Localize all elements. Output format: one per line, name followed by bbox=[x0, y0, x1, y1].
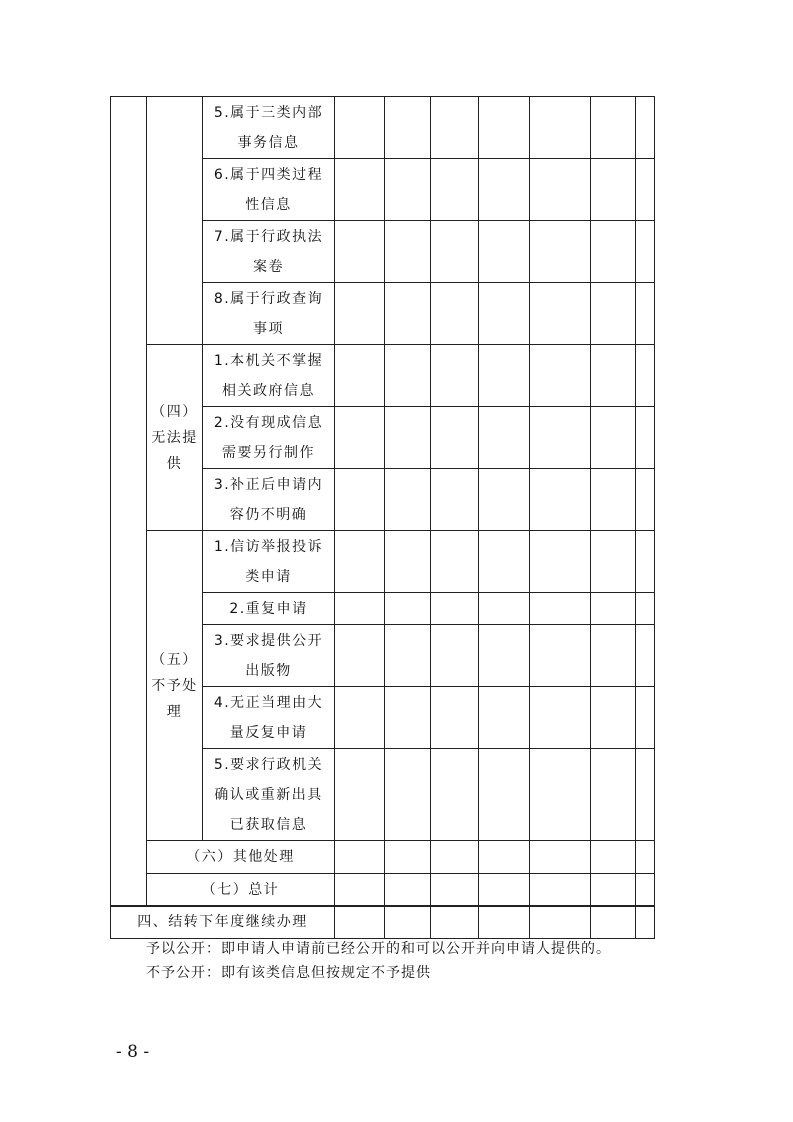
count-cell bbox=[335, 841, 385, 874]
count-cell bbox=[385, 531, 431, 593]
count-cell bbox=[591, 749, 636, 841]
count-cell bbox=[385, 159, 431, 221]
count-cell bbox=[431, 159, 479, 221]
count-cell bbox=[335, 469, 385, 531]
row-label: 4.无正当理由大量反复申请 bbox=[203, 687, 335, 749]
count-cell bbox=[479, 469, 530, 531]
count-cell bbox=[636, 625, 655, 687]
count-cell bbox=[431, 531, 479, 593]
count-cell bbox=[479, 874, 530, 907]
count-cell bbox=[431, 469, 479, 531]
count-cell bbox=[636, 407, 655, 469]
count-cell bbox=[636, 874, 655, 907]
count-cell bbox=[636, 97, 655, 159]
count-cell bbox=[530, 345, 591, 407]
page-number: - 8 - bbox=[116, 1042, 150, 1062]
count-cell bbox=[636, 469, 655, 531]
count-cell bbox=[591, 469, 636, 531]
table-row bbox=[111, 841, 655, 874]
count-cell bbox=[479, 593, 530, 625]
count-cell bbox=[385, 874, 431, 907]
other-processing-label: （六）其他处理 bbox=[147, 841, 335, 874]
count-cell bbox=[385, 749, 431, 841]
count-cell bbox=[335, 345, 385, 407]
count-cell bbox=[385, 407, 431, 469]
count-cell bbox=[431, 749, 479, 841]
count-cell bbox=[431, 687, 479, 749]
count-cell bbox=[385, 593, 431, 625]
count-cell bbox=[335, 531, 385, 593]
footnotes bbox=[146, 937, 611, 985]
count-cell bbox=[431, 407, 479, 469]
row-label: 5.要求行政机关确认或重新出具已获取信息 bbox=[203, 749, 335, 841]
count-cell bbox=[636, 749, 655, 841]
count-cell bbox=[636, 345, 655, 407]
count-cell bbox=[385, 345, 431, 407]
count-cell bbox=[431, 841, 479, 874]
count-cell bbox=[385, 97, 431, 159]
count-cell bbox=[335, 906, 385, 939]
row-label: 8.属于行政查询事项 bbox=[203, 283, 335, 345]
count-cell bbox=[479, 221, 530, 283]
outer-merged-cell bbox=[111, 97, 147, 907]
count-cell bbox=[530, 874, 591, 907]
count-cell bbox=[636, 221, 655, 283]
count-cell bbox=[479, 625, 530, 687]
count-cell bbox=[591, 283, 636, 345]
footnote-disclosed: 予以公开：即申请人申请前已经公开的和可以公开并向申请人提供的。 bbox=[146, 941, 611, 957]
count-cell bbox=[479, 345, 530, 407]
row-label: 7.属于行政执法案卷 bbox=[203, 221, 335, 283]
count-cell bbox=[335, 159, 385, 221]
row-label: 1.本机关不掌握相关政府信息 bbox=[203, 345, 335, 407]
count-cell bbox=[530, 97, 591, 159]
count-cell bbox=[591, 625, 636, 687]
count-cell bbox=[636, 283, 655, 345]
count-cell bbox=[335, 687, 385, 749]
count-cell bbox=[385, 469, 431, 531]
count-cell bbox=[530, 593, 591, 625]
count-cell bbox=[530, 906, 591, 939]
group-title-no-provision: （四）无法提供 bbox=[147, 345, 203, 531]
row-label: 3.要求提供公开出版物 bbox=[203, 625, 335, 687]
row-label: 1.信访举报投诉类申请 bbox=[203, 531, 335, 593]
count-cell bbox=[591, 687, 636, 749]
count-cell bbox=[335, 97, 385, 159]
count-cell bbox=[530, 749, 591, 841]
table-row bbox=[111, 906, 655, 939]
count-cell bbox=[530, 625, 591, 687]
count-cell bbox=[591, 906, 636, 939]
count-cell bbox=[385, 283, 431, 345]
count-cell bbox=[636, 687, 655, 749]
count-cell bbox=[431, 906, 479, 939]
count-cell bbox=[335, 593, 385, 625]
count-cell bbox=[530, 687, 591, 749]
count-cell bbox=[385, 221, 431, 283]
count-cell bbox=[530, 469, 591, 531]
count-cell bbox=[335, 874, 385, 907]
count-cell bbox=[335, 749, 385, 841]
count-cell bbox=[479, 159, 530, 221]
count-cell bbox=[479, 531, 530, 593]
carryover-table bbox=[110, 905, 655, 939]
count-cell bbox=[335, 407, 385, 469]
table-row bbox=[111, 874, 655, 907]
count-cell bbox=[591, 531, 636, 593]
row-label: 2.重复申请 bbox=[203, 593, 335, 625]
statistics-table bbox=[110, 96, 655, 907]
count-cell bbox=[335, 221, 385, 283]
count-cell bbox=[479, 906, 530, 939]
count-cell bbox=[636, 531, 655, 593]
table-row bbox=[111, 531, 655, 593]
count-cell bbox=[591, 97, 636, 159]
count-cell bbox=[636, 906, 655, 939]
total-label: （七）总计 bbox=[147, 874, 335, 907]
count-cell bbox=[591, 159, 636, 221]
count-cell bbox=[431, 593, 479, 625]
group-title-not-processed: （五）不予处理 bbox=[147, 531, 203, 841]
count-cell bbox=[431, 97, 479, 159]
count-cell bbox=[530, 159, 591, 221]
count-cell bbox=[335, 283, 385, 345]
count-cell bbox=[479, 97, 530, 159]
count-cell bbox=[431, 874, 479, 907]
count-cell bbox=[385, 841, 431, 874]
count-cell bbox=[591, 874, 636, 907]
count-cell bbox=[385, 687, 431, 749]
count-cell bbox=[479, 841, 530, 874]
count-cell bbox=[530, 283, 591, 345]
count-cell bbox=[479, 407, 530, 469]
count-cell bbox=[591, 407, 636, 469]
count-cell bbox=[591, 593, 636, 625]
count-cell bbox=[591, 841, 636, 874]
group-cell-continued bbox=[147, 97, 203, 345]
table-row bbox=[111, 97, 655, 159]
count-cell bbox=[479, 687, 530, 749]
count-cell bbox=[636, 159, 655, 221]
row-label: 2.没有现成信息需要另行制作 bbox=[203, 407, 335, 469]
count-cell bbox=[431, 221, 479, 283]
count-cell bbox=[335, 625, 385, 687]
count-cell bbox=[530, 531, 591, 593]
count-cell bbox=[479, 749, 530, 841]
count-cell bbox=[530, 221, 591, 283]
count-cell bbox=[479, 283, 530, 345]
row-label: 6.属于四类过程性信息 bbox=[203, 159, 335, 221]
count-cell bbox=[385, 906, 431, 939]
count-cell bbox=[636, 841, 655, 874]
count-cell bbox=[636, 593, 655, 625]
footnote-not-disclosed: 不予公开：即有该类信息但按规定不予提供 bbox=[146, 965, 431, 981]
count-cell bbox=[591, 221, 636, 283]
count-cell bbox=[530, 841, 591, 874]
count-cell bbox=[431, 345, 479, 407]
count-cell bbox=[431, 283, 479, 345]
row-label: 5.属于三类内部事务信息 bbox=[203, 97, 335, 159]
row-label: 3.补正后申请内容仍不明确 bbox=[203, 469, 335, 531]
count-cell bbox=[385, 625, 431, 687]
count-cell bbox=[431, 625, 479, 687]
count-cell bbox=[591, 345, 636, 407]
table-row bbox=[111, 345, 655, 407]
count-cell bbox=[530, 407, 591, 469]
carryover-row-label: 四、结转下年度继续办理 bbox=[111, 906, 335, 939]
